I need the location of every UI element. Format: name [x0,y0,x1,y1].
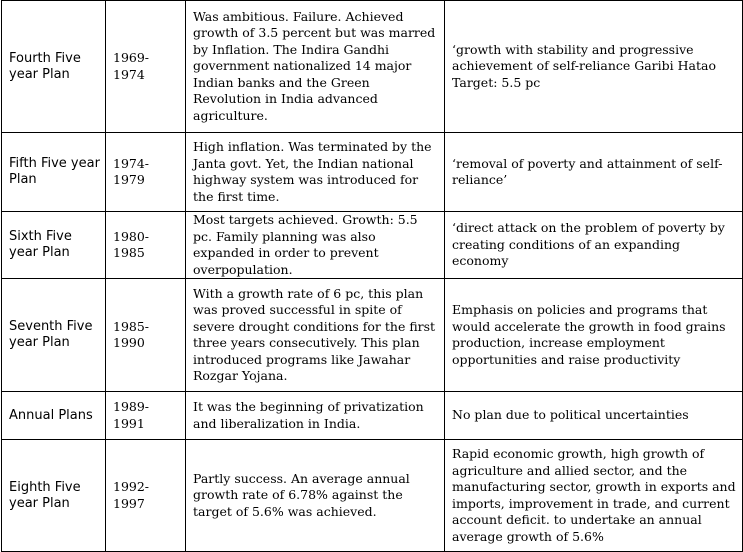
table-row [2,1,743,133]
plan-outcome-cell: Was ambitious. Failure. Achieved growth of 3.5 percent but was marred by Inflation. The Indira Gandhi government nationalized 14 major Indian banks and the Green Revolution in India advanced agriculture. [186,1,445,133]
plan-name-cell: Eighth Five year Plan [2,440,106,552]
table-row [2,392,743,440]
five-year-plans-table [1,0,743,552]
plan-outcome-cell: Partly success. An average annual growth rate of 6.78% against the target of 5.6% was achieved. [186,440,445,552]
plan-outcome-cell: Most targets achieved. Growth: 5.5 pc. Family planning was also expanded in order to prevent overpopulation. [186,212,445,279]
plan-name-cell: Fifth Five year Plan [2,133,106,212]
plan-outcome-cell: High inflation. Was terminated by the Janta govt. Yet, the Indian national highway system was introduced for the first time. [186,133,445,212]
plan-outcome-cell: With a growth rate of 6 pc, this plan was proved successful in spite of severe drought conditions for the first three years consecutively. This plan introduced programs like Jawahar Rozgar Yojana. [186,279,445,392]
plan-objective-cell: Emphasis on policies and programs that would accelerate the growth in food grains production, increase employment opportunities and raise productivity [445,279,743,392]
plan-outcome-cell: It was the beginning of privatization and liberalization in India. [186,392,445,440]
table-row [2,279,743,392]
plan-years-cell: 1980-1985 [106,212,186,279]
plan-objective-cell: No plan due to political uncertainties [445,392,743,440]
plan-name-cell: Annual Plans [2,392,106,440]
plan-years-cell: 1992-1997 [106,440,186,552]
plan-objective-cell: ‘growth with stability and progressive achievement of self-reliance Garibi Hatao Target: 5.5 pc [445,1,743,133]
plan-name-cell: Fourth Five year Plan [2,1,106,133]
plan-years-cell: 1969-1974 [106,1,186,133]
plan-objective-cell: Rapid economic growth, high growth of agriculture and allied sector, and the manufacturing sector, growth in exports and imports, improvement in trade, and current account deficit. to undertake an annual average growth of 5.6% [445,440,743,552]
plan-years-cell: 1985-1990 [106,279,186,392]
table-row [2,440,743,552]
plan-years-cell: 1974-1979 [106,133,186,212]
plan-name-cell: Sixth Five year Plan [2,212,106,279]
table-row [2,212,743,279]
plan-name-cell: Seventh Five year Plan [2,279,106,392]
plan-years-cell: 1989-1991 [106,392,186,440]
table-row [2,133,743,212]
plan-objective-cell: ‘removal of poverty and attainment of self-reliance’ [445,133,743,212]
plan-objective-cell: ‘direct attack on the problem of poverty by creating conditions of an expanding economy [445,212,743,279]
